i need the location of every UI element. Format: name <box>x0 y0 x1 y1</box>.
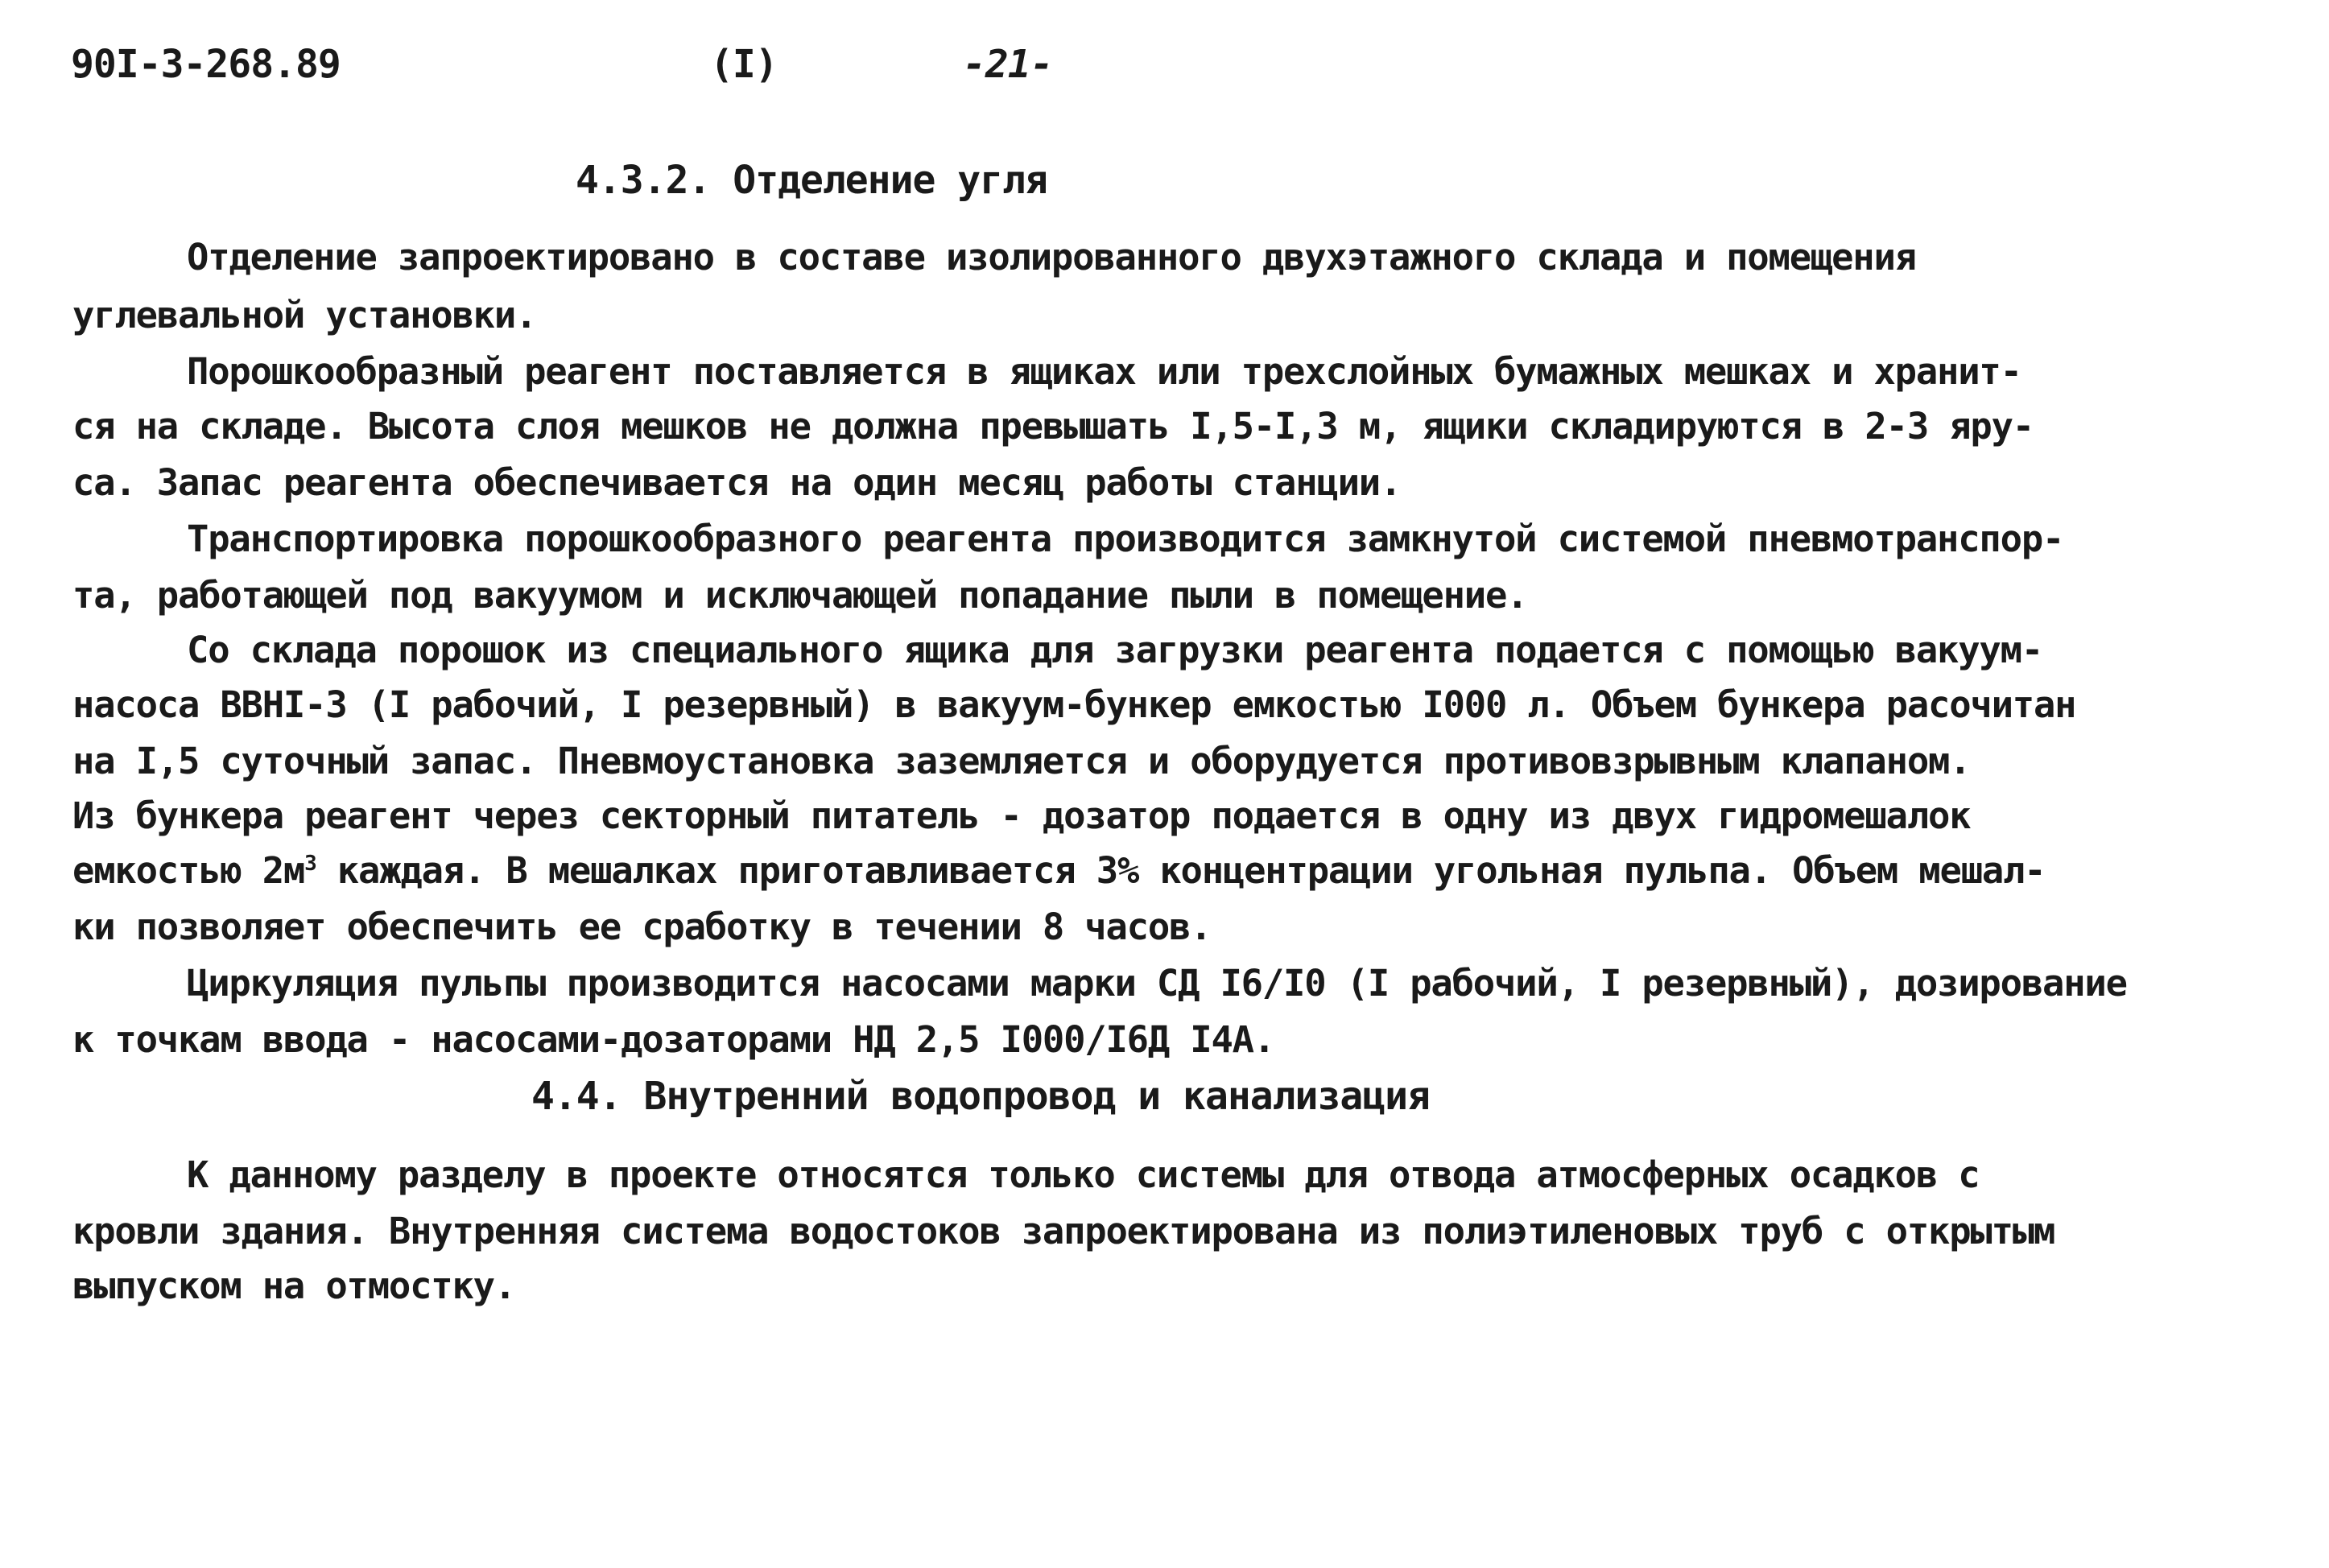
text-line: Транспортировка порошкообразного реагента производится замкнутой системой пневмотранспор- <box>187 518 2064 560</box>
section-heading-4-3-2: 4.3.2. Отделение угля <box>576 158 1047 203</box>
text-line <box>72 847 2278 895</box>
text-line: та, работающей под вакуумом и исключающей попадание пыли в помещение. <box>72 574 1528 617</box>
text-line: Порошкообразный реагент поставляется в ящиках или трехслойных бумажных мешках и хранит- <box>187 350 2021 393</box>
text-line: ся на складе. Высота слоя мешков не должна превышать I,5-I,3 м, ящики складируются в 2-3 яру- <box>72 405 2034 448</box>
section-heading-4-4: 4.4. Внутренний водопровод и канализация <box>531 1074 1430 1119</box>
text-line: Со склада порошок из специального ящика для загрузки реагента подается с помощью вакуум- <box>187 629 2043 671</box>
document-part: (I) <box>710 42 778 87</box>
text-line: углевальной установки. <box>72 294 537 336</box>
text-line: кровли здания. Внутренняя система водостоков запроектирована из полиэтиленовых труб с открытым <box>72 1210 2055 1252</box>
superscript: 3 <box>304 851 316 876</box>
document-code: 90I-3-268.89 <box>71 42 341 87</box>
text-line: выпуском на отмостку. <box>72 1265 516 1307</box>
text-line: ки позволяет обеспечить ее сработку в течении 8 часов. <box>72 906 1212 948</box>
text-line: Из бункера реагент через секторный питатель - дозатор подается в одну из двух гидромешалок <box>72 794 1971 837</box>
text-line: К данному разделу в проекте относятся только системы для отвода атмосферных осадков с <box>187 1153 1980 1196</box>
text-line: к точкам ввода - насосами-дозаторами НД 2,5 I000/I6Д I4А. <box>72 1018 1275 1061</box>
text-line: Циркуляция пульпы производится насосами марки СД I6/I0 (I рабочий, I резервный), дозирование <box>187 962 2127 1005</box>
page-number: -21- <box>963 42 1053 87</box>
text-line: на I,5 суточный запас. Пневмоустановка заземляется и оборудуется противовзрывным клапаном. <box>72 740 1971 782</box>
text-fragment: каждая. В мешалках приготавливается 3% концентрации угольная пульпа. Объем мешал- <box>316 849 2046 892</box>
text-line: Отделение запроектировано в составе изолированного двухэтажного склада и помещения <box>187 236 1916 279</box>
text-fragment: емкостью 2м <box>72 849 305 892</box>
text-line: насоса ВВНI-3 (I рабочий, I резервный) в вакуум-бункер емкостью I000 л. Объем бункера расочитан <box>72 683 2076 726</box>
text-line: са. Запас реагента обеспечивается на один месяц работы станции. <box>72 461 1402 504</box>
